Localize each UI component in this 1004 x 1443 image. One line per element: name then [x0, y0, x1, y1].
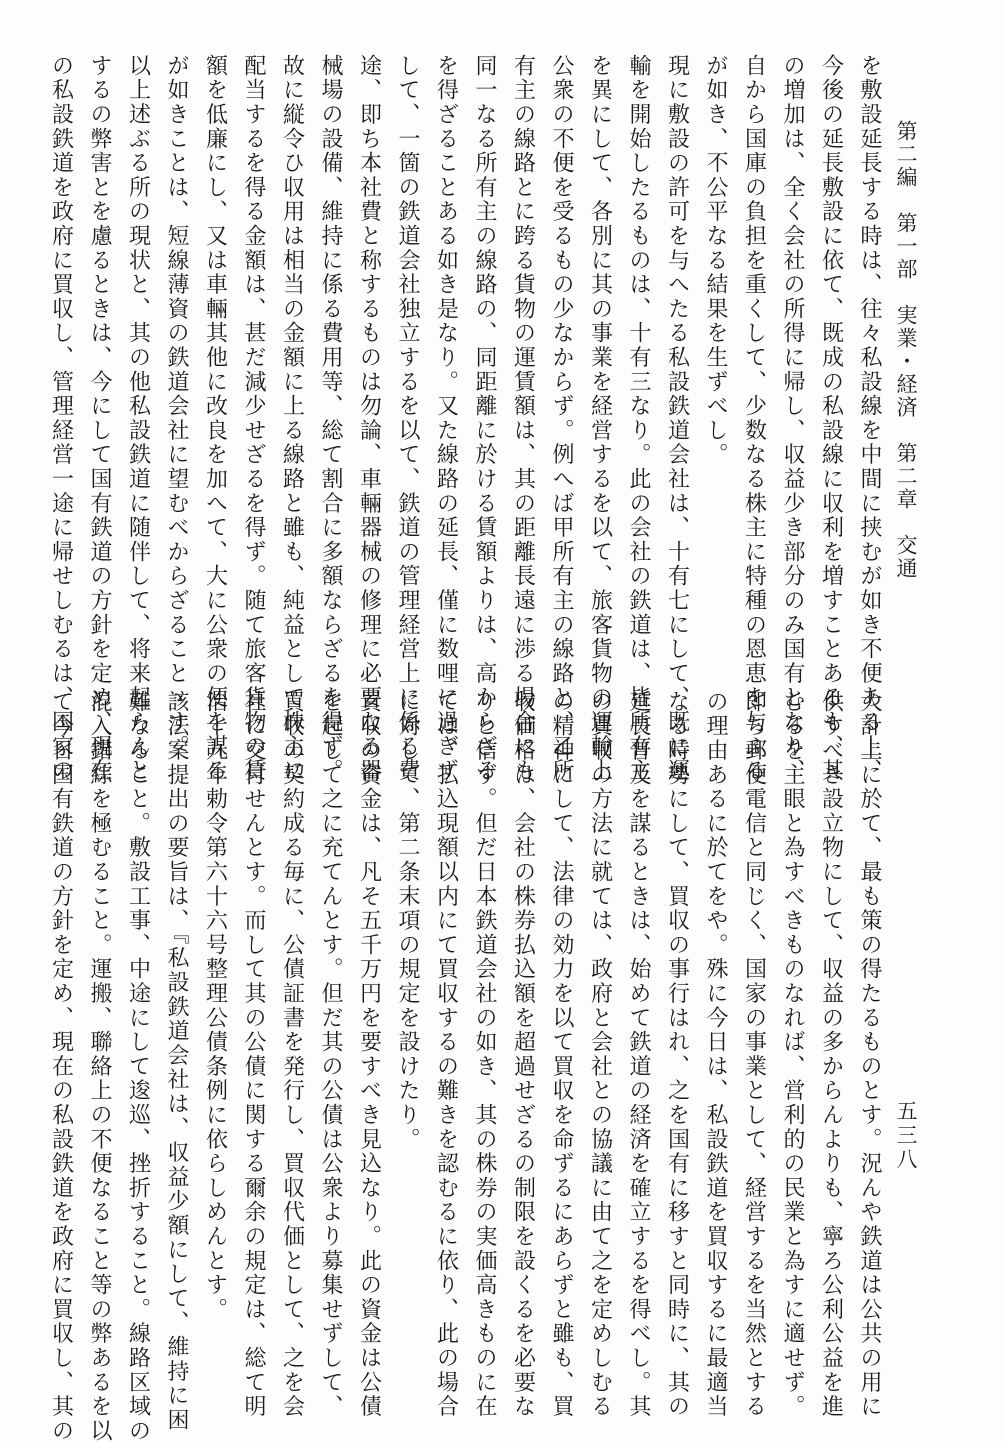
text-column: 該法案提出の要旨は、『私設鉄道会社は、収益少額にして、維持に困	[164, 690, 189, 1433]
text-column: 現に敷設の許可を与へたる私設鉄道会社は、十有七にして、既に運	[664, 54, 690, 783]
text-column: するの弊害とを慮るときは、今にして国有鉄道の方針を定め、現在	[87, 54, 112, 783]
page-number: 五三八	[894, 1100, 918, 1172]
text-column: の増加は、全く会社の所得に帰し、収益少き部分のみ国有となり、	[780, 54, 805, 783]
text-column: の理由あるに於てをや。殊に今日は、私設鉄道を買収するに最適当	[703, 690, 728, 1419]
text-column: を得ざることある如き是なり。又た線路の延長、僅に数哩に過ぎず	[433, 54, 459, 783]
upper-text-block	[48, 54, 888, 783]
text-column: を敷設延長する時は、往々私設線を中間に挟むが如き不便ある上、	[857, 54, 882, 783]
text-column: 故に縦令ひ収用は相当の金額に上る線路と雖も、純益として株主に	[279, 54, 305, 783]
text-column: 今後の延長敷設に依て、既成の私設線に収利を増すことあるも、其	[818, 54, 844, 783]
text-column: が如き、不公平なる結果を生ずべし。	[703, 54, 728, 468]
text-column: 混入錯綜を極むること。運搬、聯絡上の不便なること等の弊あるを以	[87, 690, 112, 1443]
text-column: を起して之に充てんとす。但だ其の公債は公衆より募集せずして、	[318, 690, 343, 1419]
text-column: に対して、第二条末項の規定を設けたり。	[395, 690, 420, 1152]
text-column: 配当するを得る金額は、甚だ減少せざるを得ず。随て旅客貨物の賃	[241, 54, 266, 783]
text-column: の私設鉄道を政府に買収し、管理経営一途に帰せしむるは、国家の	[48, 54, 74, 783]
text-column: 額を低廉にし、又は車輛其他に改良を加へて、大に公衆の便を謀る	[202, 54, 228, 783]
text-column: 自から国庫の負担を重くして、少数なる株主に特種の恩恵を与ふる	[741, 54, 767, 783]
text-column: 即ち郵便電信と同じく、国家の事業として、経営するを当然とする	[741, 690, 767, 1419]
text-column: 延長普及を謀るときは、始めて鉄道の経済を確立するを得べし。其	[626, 690, 651, 1419]
running-head: 第二編 第一部 実業・経済 第二章 交通	[894, 120, 918, 580]
text-column: 有主の線路とに跨る貨物の運賃額は、其の距離長遠に渉る場合にも	[510, 54, 536, 783]
lower-text-block	[48, 690, 888, 1443]
text-column: 途、即ち本社費と称するものは勿論、車輛器械の修理に必要なる器	[356, 54, 382, 783]
text-column: を異にして、各別に其の事業を経営するを以て、旅客貨物の運輸上	[587, 54, 613, 783]
text-column: ては、払込現額以内にて買収するの難きを認むるに依り、此の場合	[433, 690, 459, 1419]
text-column: して、一箇の鉄道会社独立するを以て、鉄道の管理経営上に係る費	[395, 54, 420, 783]
text-column: 輸を開始したるものは、十有三なり。此の会社の鉄道は、皆所有主	[626, 54, 651, 783]
text-column: 同一なる所有主の線路の、同距離に於ける賃額よりは、高からざる	[472, 54, 497, 783]
text-column: 買収の資金は、凡そ五千万円を要すべき見込なり。此の資金は公債	[356, 690, 382, 1419]
text-column: 公衆の不便を受るもの少なからず。例へば甲所有主の線路と、乙所	[549, 54, 574, 783]
text-column: 大計上に於て、最も策の得たるものとす。況んや鉄道は公共の用に	[857, 690, 882, 1419]
text-column: て今日国有鉄道の方針を定め、現在の私設鉄道を政府に買収し、其の	[48, 690, 74, 1443]
text-column: 難なること。敷設工事、中途にして逡巡、挫折すること。線路区域の	[125, 690, 151, 1443]
text-column: りと信ず。但だ日本鉄道会社の如き、其の株券の実価高きものに在	[472, 690, 497, 1419]
text-column: むるを主眼と為すべきものなれば、営利的の民業と為すに適せず。	[780, 690, 805, 1419]
text-column: の精神にして、法律の効力を以て買収を命ずるにあらずと雖も、買	[549, 690, 574, 1419]
text-column: 治十九年勅令第六十六号整理公債条例に依らしめんとす。	[202, 690, 228, 1322]
text-column: が如きことは、短線薄資の鉄道会社に望むべからざることゝす。	[164, 54, 189, 759]
text-column: の買収の方法に就ては、政府と会社との協議に由て之を定めしむる	[587, 690, 613, 1419]
text-column: 供すべき設立物にして、収益の多からんよりも、寧ろ公利公益を進	[818, 690, 844, 1419]
text-column: 収価格は、会社の株券払込額を超過せざるの制限を設くるを必要な	[510, 690, 536, 1419]
text-column: 買収の契約成る毎に、公債証書を発行し、買収代価として、之を会	[279, 690, 305, 1419]
text-column: 社に交付せんとす。而して其の公債に関する爾余の規定は、総て明	[241, 690, 266, 1419]
text-column: なる時勢にして、買収の事行はれ、之を国有に移すと同時に、其の	[664, 690, 690, 1419]
text-column: 械場の設備、維持に係る費用等、総て割合に多額ならざるを得ず。	[318, 54, 343, 783]
text-column: 以上述ぶる所の現状と、其の他私設鉄道に随伴して、将来起らんと	[125, 54, 151, 783]
